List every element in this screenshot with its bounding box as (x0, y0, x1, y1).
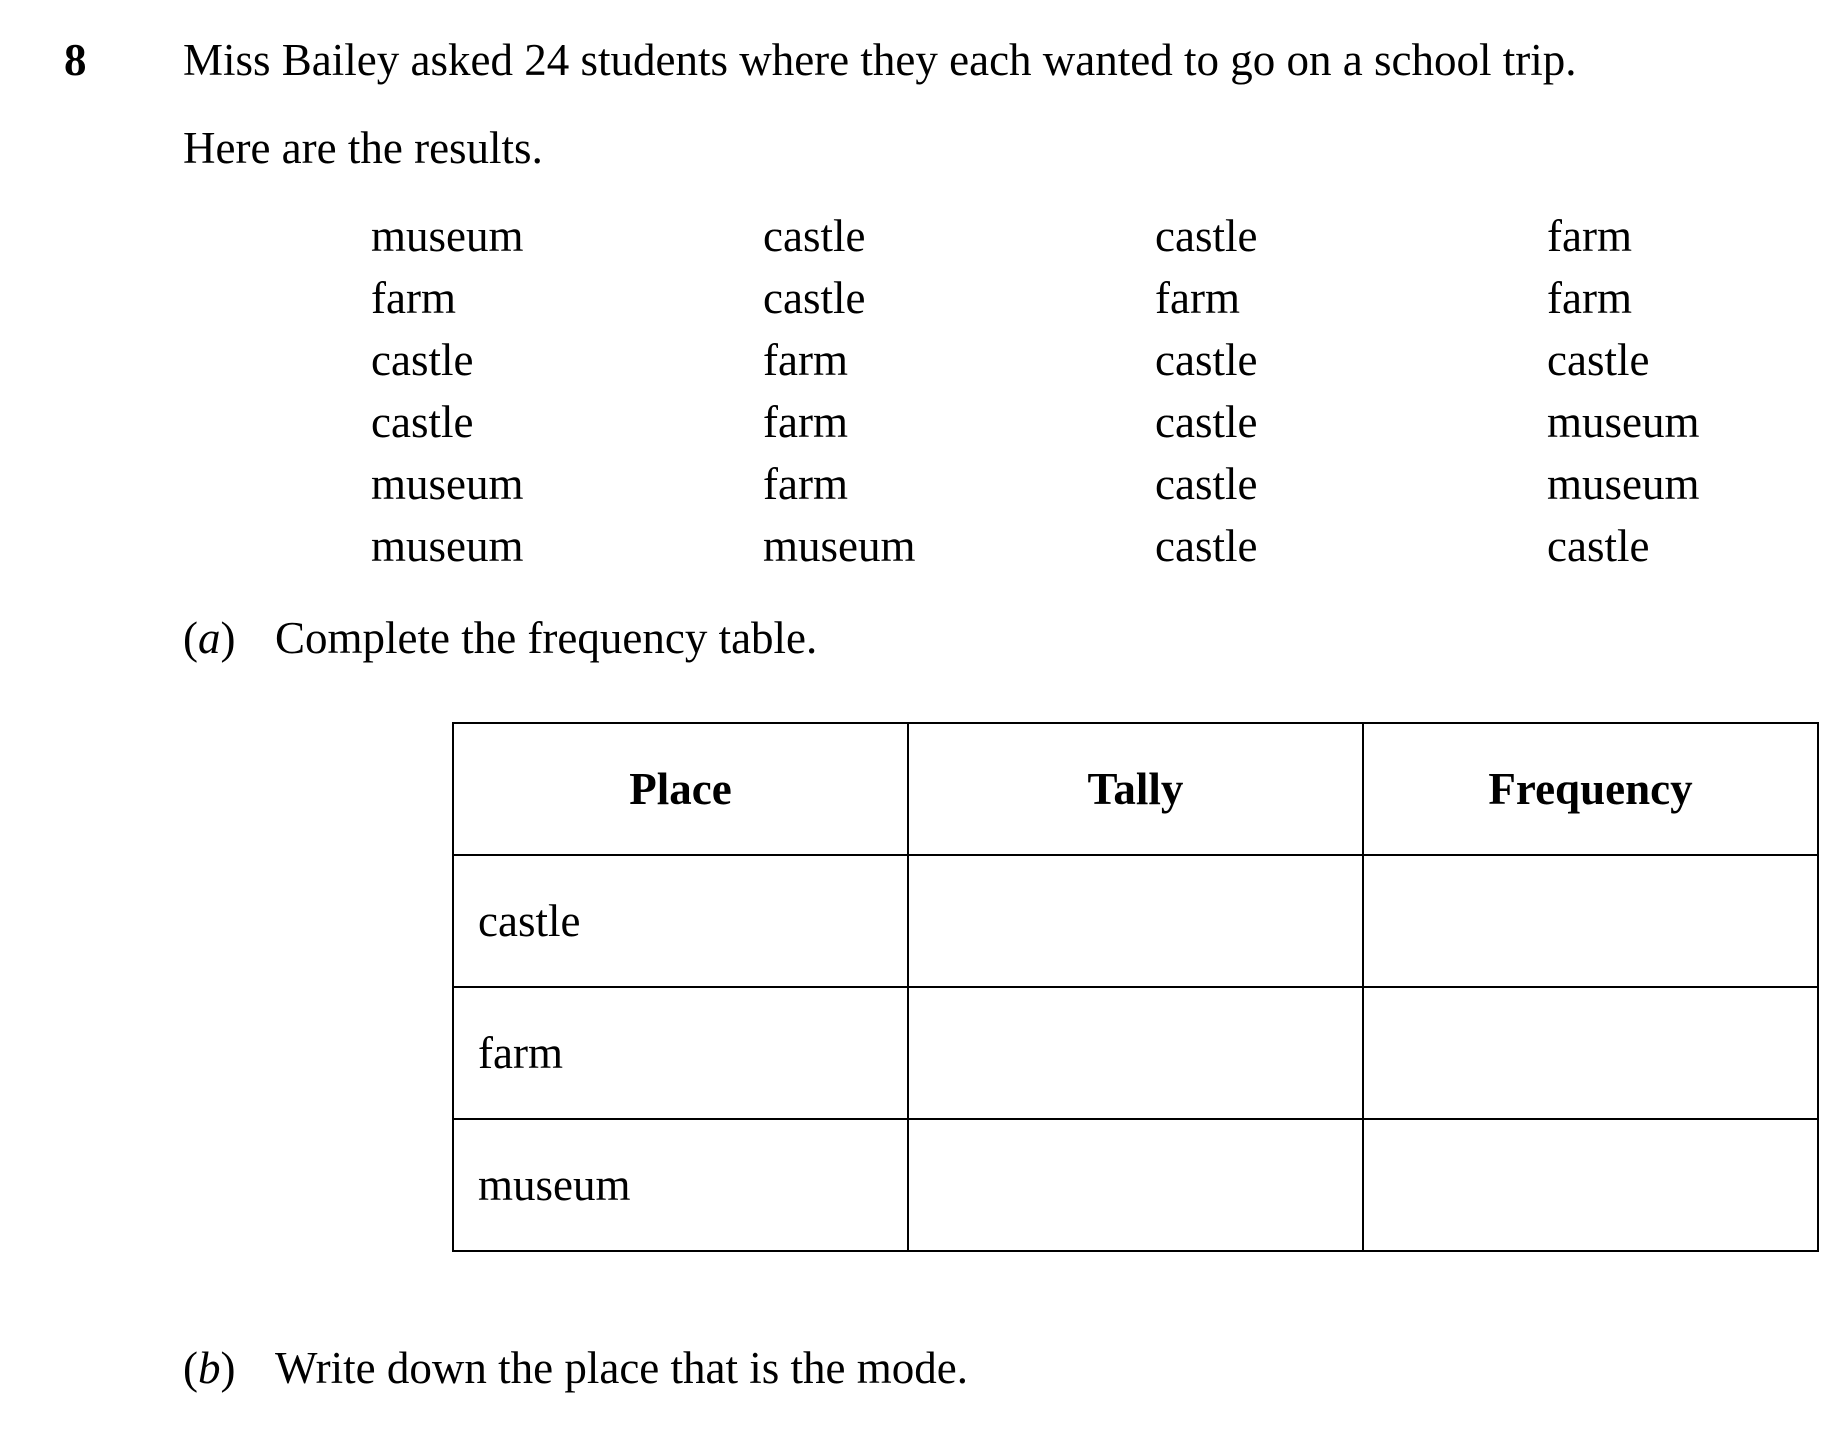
part-b-text: Write down the place that is the mode. (275, 1343, 968, 1393)
table-row (453, 1119, 1818, 1251)
frequency-cell[interactable] (1363, 855, 1818, 987)
result-item: castle (1155, 397, 1258, 447)
result-item: castle (763, 273, 866, 323)
result-item: castle (1155, 521, 1258, 571)
frequency-table (452, 722, 1819, 1252)
part-b-label: (b) (183, 1343, 236, 1393)
result-item: castle (1155, 459, 1258, 509)
result-item: castle (371, 397, 474, 447)
result-item: castle (1547, 521, 1650, 571)
frequency-cell[interactable] (1363, 1119, 1818, 1251)
result-item: museum (1547, 397, 1700, 447)
result-item: museum (371, 521, 524, 571)
part-a-label: (a) (183, 613, 236, 663)
result-item: museum (1547, 459, 1700, 509)
result-item: farm (1547, 211, 1632, 261)
table-row (453, 987, 1818, 1119)
tally-cell[interactable] (908, 855, 1363, 987)
frequency-cell[interactable] (1363, 987, 1818, 1119)
result-item: farm (763, 335, 848, 385)
result-item: farm (1547, 273, 1632, 323)
results-intro: Here are the results. (183, 123, 543, 173)
part-a-text: Complete the frequency table. (275, 613, 818, 663)
header-frequency: Frequency (1363, 723, 1818, 855)
result-item: farm (763, 397, 848, 447)
table-header-row (453, 723, 1818, 855)
question-intro: Miss Bailey asked 24 students where they each wanted to go on a school trip. (183, 35, 1577, 85)
result-item: museum (371, 459, 524, 509)
result-item: farm (371, 273, 456, 323)
question-number: 8 (64, 35, 87, 85)
place-cell: farm (453, 987, 908, 1119)
result-item: museum (371, 211, 524, 261)
header-tally: Tally (908, 723, 1363, 855)
part-a (183, 608, 817, 668)
header-place: Place (453, 723, 908, 855)
result-item: castle (1155, 335, 1258, 385)
result-item: castle (371, 335, 474, 385)
result-item: farm (763, 459, 848, 509)
result-item: castle (1155, 211, 1258, 261)
part-b (183, 1338, 968, 1398)
place-cell: castle (453, 855, 908, 987)
result-item: castle (763, 211, 866, 261)
results-list (371, 205, 1747, 577)
result-item: farm (1155, 273, 1240, 323)
tally-cell[interactable] (908, 987, 1363, 1119)
place-cell: museum (453, 1119, 908, 1251)
table-row (453, 855, 1818, 987)
tally-cell[interactable] (908, 1119, 1363, 1251)
result-item: castle (1547, 335, 1650, 385)
result-item: museum (763, 521, 916, 571)
